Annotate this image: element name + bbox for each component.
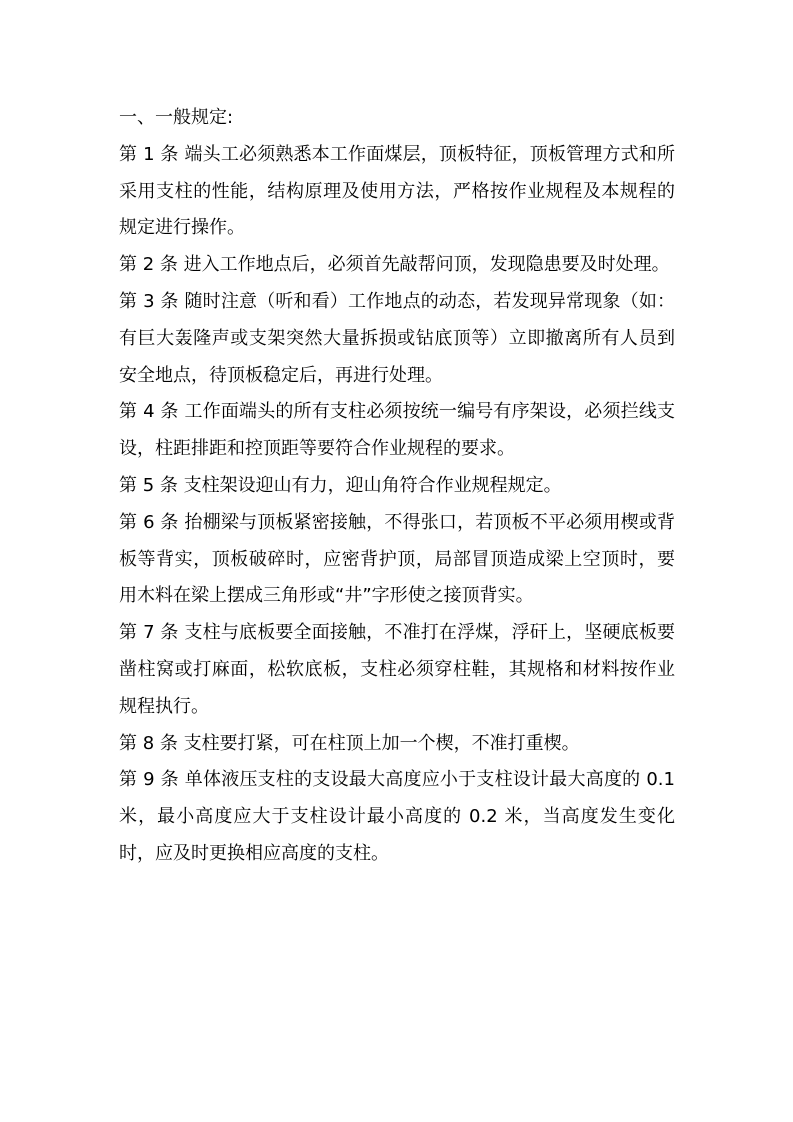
article-5 <box>119 468 675 505</box>
article-number: 第 9 条 <box>119 769 179 791</box>
article-number: 第 3 条 <box>119 290 179 312</box>
article-text: 支柱要打紧，可在柱顶上加一个楔，不准打重楔。 <box>183 732 580 754</box>
article-8 <box>119 726 675 763</box>
article-number: 第 4 条 <box>119 401 179 423</box>
article-2 <box>119 247 675 284</box>
article-9 <box>119 762 675 872</box>
article-text: 端头工必须熟悉本工作面煤层，顶板特征，顶板管理方式和所采用支柱的性能，结构原理及使用方法，严格按作业规程及本规程的规定进行操作。 <box>119 143 675 239</box>
article-text: 抬棚梁与顶板紧密接触，不得张口，若顶板不平必须用楔或背板等背实，顶板破碎时，应密背护顶，局部冒顶造成梁上空顶时，要用木料在梁上摆成三角形或“井”字形使之接顶背实。 <box>119 511 675 607</box>
article-7 <box>119 615 675 725</box>
article-number: 第 5 条 <box>119 474 178 496</box>
article-text: 单体液压支柱的支设最大高度应小于支柱设计最大高度的 0.1 米，最小高度应大于支柱设计最小高度的 0.2 米，当高度发生变化时，应及时更换相应高度的支柱。 <box>119 769 675 864</box>
article-text: 支柱与底板要全面接触，不准打在浮煤，浮矸上，坚硬底板要凿柱窝或打麻面，松软底板，支柱必须穿柱鞋，其规格和材料按作业规程执行。 <box>119 622 675 717</box>
article-text: 支柱架设迎山有力，迎山角符合作业规程规定。 <box>183 474 562 496</box>
article-number: 第 2 条 <box>119 254 178 276</box>
article-6 <box>119 505 675 615</box>
article-text: 随时注意（听和看）工作地点的动态，若发现异常现象（如：有巨大轰隆声或支架突然大量拆损或钻底顶等）立即撤离所有人员到安全地点，待顶板稳定后，再进行处理。 <box>119 290 675 386</box>
article-4 <box>119 394 675 468</box>
article-number: 第 8 条 <box>119 732 178 754</box>
article-number: 第 1 条 <box>119 143 179 165</box>
article-1 <box>119 137 675 247</box>
article-number: 第 6 条 <box>119 511 179 533</box>
article-text: 工作面端头的所有支柱必须按统一编号有序架设，必须拦线支设，柱距排距和控顶距等要符合作业规程的要求。 <box>119 401 675 460</box>
section-heading: 一、一般规定: <box>119 107 234 128</box>
article-number: 第 7 条 <box>119 622 179 644</box>
article-3 <box>119 284 675 394</box>
article-text: 进入工作地点后，必须首先敲帮问顶，发现隐患要及时处理。 <box>183 254 670 276</box>
